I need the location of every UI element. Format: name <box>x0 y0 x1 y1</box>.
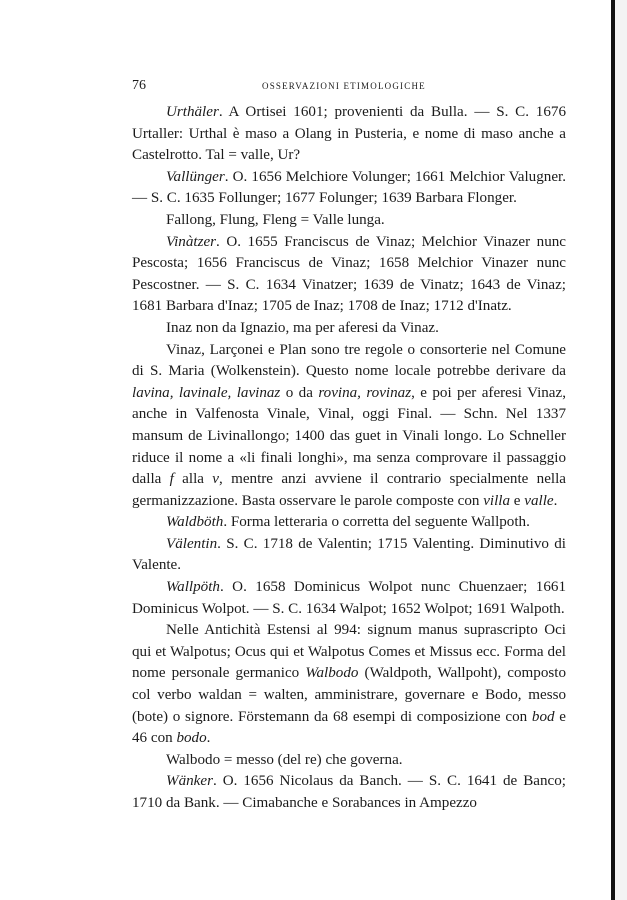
text-run: alla <box>173 471 213 488</box>
paragraph <box>132 620 566 750</box>
italic-term: Välentin <box>166 535 218 552</box>
italic-term: f <box>169 471 174 488</box>
text-run: . O. 1655 Franciscus de Vinaz; Melchior Vinazer nunc Pescosta; 1656 Franciscus de Vinaz; 1658 Melchior Vinazer nunc Pescostner. — S. C. 1634 Vinatzer; 1639 de Vinatz; 1643 de Vinaz; 1681 Barbara d'Inaz; 1705 de Inaz; 1708 de Inaz; 1712 d'Inatz. <box>132 233 566 315</box>
text-run: , e poi per aferesi Vinaz, anche in Valfenosta Vinale, Vinal, oggi Final. — Schn. Nel 1337 mansum de Livinallongo; 1400 das guet in Vinali longo. Lo Schneller riduce il nome a «li finali longhi», ma senza comprovare il passaggio dalla <box>132 384 566 488</box>
text-run: . <box>206 730 211 747</box>
text-run: . O. 1656 Nicolaus da Banch. — S. C. 1641 de Banco; 1710 da Bank. — Cimabanche e Sorabances in Ampezzo <box>132 773 566 811</box>
italic-term: Wallpöth <box>166 579 220 596</box>
italic-term: Urthäler <box>166 104 219 120</box>
text-run: Walbodo = messo (del re) che governa. <box>166 751 403 768</box>
body-text <box>132 102 566 815</box>
italic-term: bod <box>531 708 555 725</box>
text-run: . O. 1656 Melchiore Volunger; 1661 Melchior Valugner. — S. C. 1635 Follunger; 1677 Folunger; 1639 Barbara Flonger. <box>132 168 566 207</box>
text-run: Vinaz, Larçonei e Plan sono tre regole o consorterie nel Comune di S. Maria (Wolkenstein). Questo nome locale potrebbe derivare da <box>132 341 566 380</box>
text-run: e <box>510 492 525 509</box>
text-run: (Waldpoth, Wallpoht), composto col verbo waldan = walten, amministrare, governare e Bodo, messo (bote) o signore. Förstemann da 68 esempi di composizione con <box>132 665 566 725</box>
text-run: . Forma letteraria o corretta del seguente Wallpoth. <box>223 514 530 531</box>
italic-term: lavina, lavinale, lavinaz <box>132 384 281 401</box>
paragraph <box>132 577 566 620</box>
italic-term: Waldböth <box>166 514 224 531</box>
page-header <box>132 78 566 96</box>
paragraph <box>132 750 566 772</box>
paragraph <box>132 534 566 577</box>
italic-term: valle <box>524 492 554 509</box>
text-run: e 46 con <box>132 708 566 747</box>
paragraph <box>132 512 566 534</box>
text-run: Fallong, Flung, Fleng = Valle lunga. <box>166 211 385 228</box>
italic-term: bodo <box>176 730 207 747</box>
italic-term: v <box>212 471 219 488</box>
text-run: . S. C. 1718 de Valentin; 1715 Valenting. Diminutivo di Valente. <box>132 535 566 574</box>
paragraph <box>132 210 566 232</box>
italic-term: Walbodo <box>305 665 359 682</box>
italic-term: Wänker <box>166 773 213 790</box>
paragraph <box>132 232 566 318</box>
text-run: Inaz non da Ignazio, ma per aferesi da Vinaz. <box>166 319 439 336</box>
paragraph <box>132 771 566 814</box>
running-title: OSSERVAZIONI ETIMOLOGICHE <box>262 81 426 91</box>
text-run: . A Ortisei 1601; provenienti da Bulla. — S. C. 1676 Urtaller: Urthal è maso a Olang in Pusteria, e nome di maso anche a Castelrotto. Tal = valle, Ur? <box>132 104 566 164</box>
paragraph <box>132 318 566 340</box>
paragraph <box>132 167 566 210</box>
paragraph <box>132 102 566 167</box>
text-run: . <box>553 492 558 509</box>
text-run: o da <box>280 384 319 401</box>
page-edge-margin <box>615 0 627 900</box>
italic-term: Vallünger <box>166 168 225 185</box>
paragraph <box>132 340 566 513</box>
italic-term: villa <box>483 492 511 509</box>
text-run: Nelle Antichità Estensi al 994: signum manus suprascripto Oci qui et Walpotus; Ocus qui et Walpotus Comes et Missus ecc. Forma del nome personale germanico <box>132 622 566 682</box>
page-number: 76 <box>132 78 146 93</box>
italic-term: Vinàtzer <box>166 233 217 250</box>
italic-term: rovina, rovinaz <box>318 384 412 401</box>
text-run: . O. 1658 Dominicus Wolpot nunc Chuenzaer; 1661 Dominicus Wolpot. — S. C. 1634 Walpot; 1652 Wolpot; 1691 Walpoth. <box>132 579 566 617</box>
text-run: , mentre anzi avviene il contrario specialmente nella germanizzazione. Basta osservare le parole composte con <box>132 471 566 509</box>
